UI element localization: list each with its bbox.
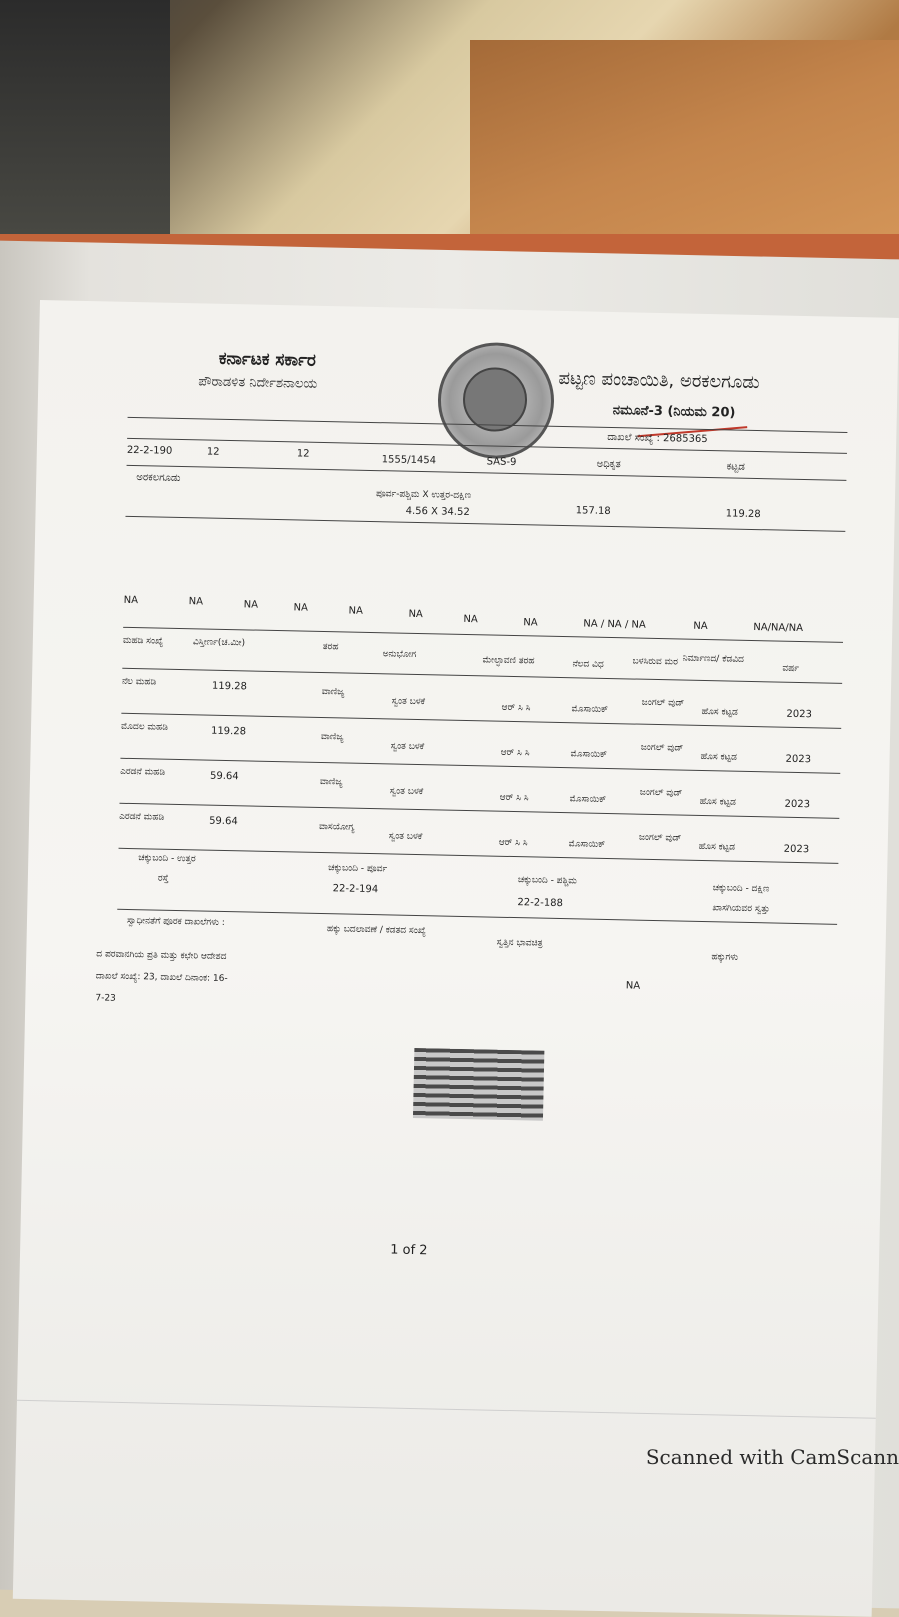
dimension-label: ಪೂರ್ವ-ಪಶ್ಚಿಮ X ಉತ್ತರ-ದಕ್ಷಿಣ	[375, 489, 472, 502]
floor-use: ವಾಸಯೋಗ್ಯ	[318, 821, 355, 833]
order-reference: ದಾಖಲೆ ಸಂಖ್ಯೆ: 23, ದಾಖಲೆ ದಿನಾಂಕ: 16-	[95, 971, 228, 985]
floor-roof: ಆರ್ ಸಿ ಸಿ	[500, 747, 530, 759]
floor-type: ಮೊಸಾಯಿಕ್	[569, 794, 607, 805]
apt-value-9: NA / NA / NA	[583, 618, 646, 631]
floor-wood: ಜಂಗಲ್ ವುಡ್	[641, 697, 685, 709]
transfer-label: ಹಕ್ಕು ಬದಲಾವಣೆ / ಕಡತದ ಸಂಖ್ಯೆ	[326, 924, 426, 937]
apt-value-5: NA	[348, 605, 363, 617]
boundary-west: 22-2-188	[517, 897, 563, 910]
floor-occupancy: ಸ್ವಂತ ಬಳಕೆ	[389, 786, 424, 798]
floors-header-occupancy: ಅನುಭೋಗ	[382, 649, 417, 660]
location: ಅರಕಲಗೂಡು	[136, 472, 181, 484]
boundary-east-label: ಚಕ್ಕುಬಂದಿ - ಪೂರ್ವ	[328, 863, 388, 875]
document-page	[13, 300, 899, 1617]
floor-roof: ಆರ್ ಸಿ ಸಿ	[498, 837, 528, 849]
boundary-north: ರಸ್ತೆ	[157, 873, 169, 884]
scanner-watermark: Scanned with CamScann	[645, 1445, 899, 1469]
background-dark-corner	[0, 0, 170, 250]
floor-year: 2023	[784, 798, 811, 811]
survey-number: 1555/1454	[381, 454, 437, 467]
rights-value: NA	[625, 980, 641, 992]
photo-label: ಸ್ವತ್ತಿನ ಭಾವಚಿತ್ರ	[496, 937, 543, 949]
floor-occupancy: ಸ್ವಂತ ಬಳಕೆ	[391, 696, 426, 708]
apt-value-1: NA	[123, 594, 139, 607]
sas-number: SAS-9	[486, 456, 517, 469]
floors-header-floor-type: ನೆಲದ ವಿಧ	[572, 659, 604, 670]
floor-area: 119.28	[210, 725, 247, 738]
floor-type: ಮೊಸಾಯಿಕ್	[568, 839, 606, 850]
floor-area: 59.64	[209, 815, 238, 828]
floor-occupancy: ಸ್ವಂತ ಬಳಕೆ	[388, 831, 423, 843]
apt-value-4: NA	[293, 602, 309, 614]
built-area: 119.28	[725, 508, 761, 521]
floor-wood: ಜಂಗಲ್ ವುಡ್	[638, 832, 682, 844]
floor-name: ಎರಡನೆ ಮಹಡಿ	[120, 766, 166, 778]
floors-header-year: ವರ್ಷ	[782, 663, 800, 674]
floor-year: 2023	[785, 753, 812, 766]
floor-wood: ಜಂಗಲ್ ವುಡ್	[639, 787, 683, 799]
gov-title: ಕರ್ನಾಟಕ ಸರ್ಕಾರ	[218, 348, 317, 371]
apt-value-2: NA	[188, 596, 204, 608]
register-number: ದಾಖಲೆ ಸಂಖ್ಯೆ : 2685365	[607, 431, 708, 446]
floor-year: 2023	[783, 843, 810, 856]
apt-value-3: NA	[243, 599, 259, 611]
property-photo	[413, 1048, 544, 1121]
page-fold-line	[17, 1400, 876, 1419]
form-number: ನಮೂನೆ-3 (ನಿಯಮ 20)	[612, 403, 736, 421]
apt-value-6: NA	[408, 608, 423, 621]
block-number: 12	[296, 448, 310, 460]
directorate-title: ಪೌರಾಡಳಿತ ನಿರ್ದೇಶನಾಲಯ	[198, 374, 318, 392]
ownership-type: ಅಧಿಕೃತ	[596, 458, 621, 471]
apt-value-8: NA	[523, 617, 538, 629]
floor-area: 59.64	[209, 770, 239, 783]
property-id: 22-2-190	[126, 444, 173, 457]
floor-wood: ಜಂಗಲ್ ವುಡ್	[640, 742, 684, 754]
floor-occupancy: ಸ್ವಂತ ಬಳಕೆ	[390, 741, 425, 753]
apt-value-7: NA	[463, 613, 478, 626]
floor-name: ಮೊದಲ ಮಹಡಿ	[120, 721, 169, 733]
floor-status: ಹೊಸ ಕಟ್ಟಡ	[699, 796, 737, 808]
order-reference-cont: 7-23	[95, 993, 116, 1004]
boundary-south-label: ಚಕ್ಕುಬಂದಿ - ದಕ್ಷಿಣ	[712, 883, 770, 895]
floor-roof: ಆರ್ ಸಿ ಸಿ	[501, 702, 531, 714]
floors-header-use: ತರಹ	[322, 641, 339, 653]
floors-header-roof: ಮೇಲ್ಛಾವಣಿ ತರಹ	[482, 655, 535, 667]
floor-status: ಹೊಸ ಕಟ್ಟಡ	[700, 751, 737, 763]
boundary-north-label: ಚಕ್ಕುಬಂದಿ - ಉತ್ತರ	[138, 853, 196, 865]
floor-roof: ಆರ್ ಸಿ ಸಿ	[499, 792, 529, 804]
floors-header-wood: ಬಳಸಿರುವ ಮರ	[632, 656, 678, 668]
floor-name: ನೆಲ ಮಹಡಿ	[121, 676, 157, 688]
documents-label: ಸ್ವಾಧೀನತೆಗೆ ಪೂರಕ ದಾಖಲೆಗಳು :	[126, 915, 225, 929]
apartment-row	[123, 516, 845, 642]
floor-type: ಮೊಸಾಯಿಕ್	[571, 704, 609, 715]
floors-header-floor: ಮಹಡಿ ಸಂಖ್ಯೆ	[122, 635, 164, 647]
floor-name: ಎರಡನೆ ಮಹಡಿ	[119, 811, 165, 823]
floor-status: ಹೊಸ ಕಟ್ಟಡ	[701, 706, 738, 718]
floor-use: ವಾಣಿಜ್ಯ	[321, 686, 345, 698]
boundary-east: 22-2-194	[332, 883, 379, 896]
rights-label: ಹಕ್ಕುಗಳು	[711, 952, 739, 963]
apt-value-11: NA/NA/NA	[753, 622, 804, 635]
property-table	[95, 417, 847, 1075]
property-type: ಕಟ್ಟಡ	[726, 461, 745, 473]
floor-use: ವಾಣಿಜ್ಯ	[320, 731, 344, 743]
floor-area: 119.28	[211, 680, 248, 693]
seal-emblem	[462, 367, 527, 432]
site-area: 157.18	[575, 505, 611, 517]
boundary-west-label: ಚಕ್ಕುಬಂದಿ - ಪಶ್ಚಿಮ	[517, 875, 577, 887]
ward-number: 12	[206, 446, 220, 458]
apt-value-10: NA	[693, 620, 708, 633]
order-text: ದ ಪರವಾನಗಿಯ ಪ್ರತಿ ಮತ್ತು ಕಛೇರಿ ಆದೇಶದ	[96, 949, 227, 963]
panchayat-title: ಪಟ್ಟಣ ಪಂಚಾಯಿತಿ, ಅರಕಲಗೂಡು	[558, 367, 760, 394]
dimension-value: 4.56 X 34.52	[405, 505, 470, 519]
page-number: 1 of 2	[390, 1242, 428, 1259]
floor-type: ಮೊಸಾಯಿಕ್	[570, 749, 608, 760]
floor-use: ವಾಣಿಜ್ಯ	[319, 776, 343, 788]
boundary-south: ಖಾಸಗಿಯವರ ಸ್ವತ್ತು	[712, 903, 770, 915]
floor-status: ಹೊಸ ಕಟ್ಟಡ	[698, 841, 736, 853]
floors-header-status: ನಿರ್ಮಾಣದ/ ಕೆಡವಿದ	[682, 653, 744, 665]
floor-year: 2023	[786, 708, 813, 721]
floors-header-area: ವಿಸ್ತೀರ್ಣ(ಚ.ಮೀ)	[192, 637, 246, 649]
